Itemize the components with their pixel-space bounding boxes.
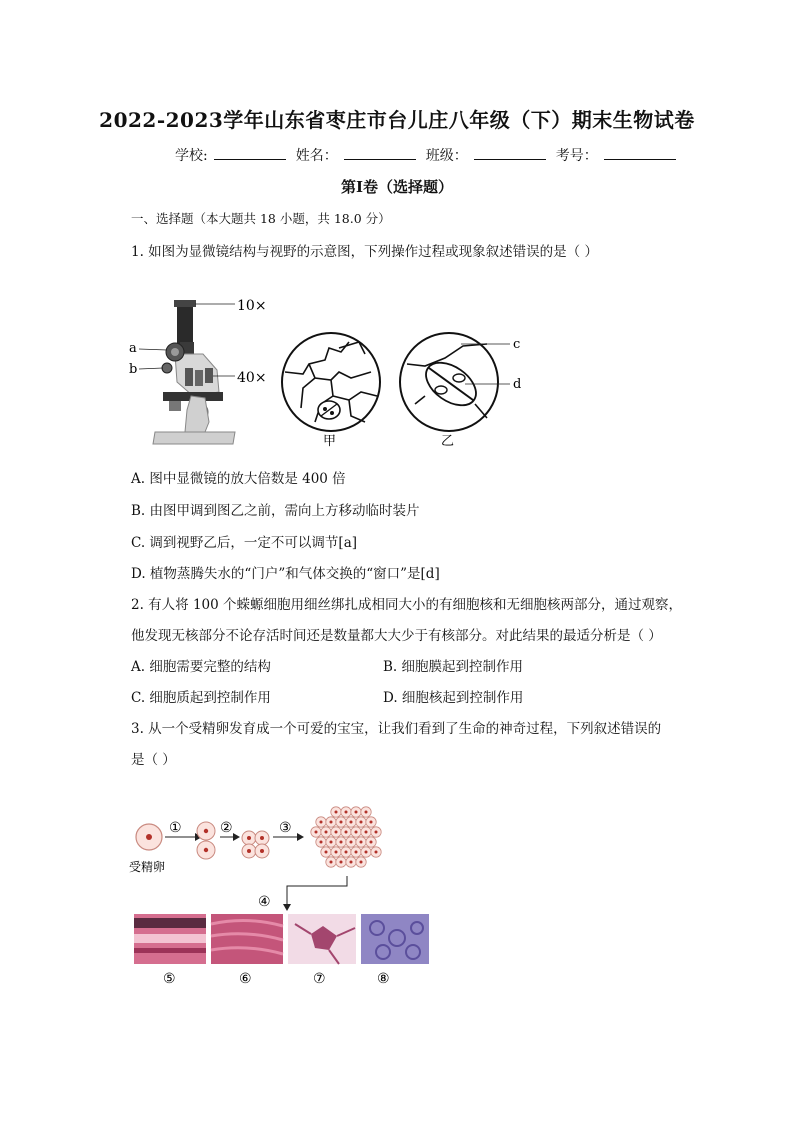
cluster-cell-nucleus [375, 831, 378, 834]
microscope-drawing [153, 300, 235, 444]
cluster-cell-nucleus [320, 841, 323, 844]
label-yi: 乙 [441, 434, 455, 449]
cluster-cell-nucleus [355, 831, 358, 834]
name-label: 姓名： [295, 148, 338, 164]
q1-option-d[interactable]: D. 植物蒸腾失水的“门户”和气体交换的“窗口”是[d] [131, 566, 440, 582]
section-title: 第Ⅰ卷（选择题） [340, 178, 454, 196]
class-label: 班级： [425, 148, 468, 164]
cluster-cell-nucleus [365, 851, 368, 854]
cell-cluster [311, 807, 381, 867]
q2-stem-line1: 2. 有人将 100 个蝾螈细胞用细丝绑扎成相同大小的有细胞核和无细胞核两部分，通过观察， [131, 597, 683, 613]
cluster-cell-nucleus [370, 841, 373, 844]
student-info-row [175, 145, 682, 165]
step1-label: ① [169, 820, 182, 836]
cluster-cell-nucleus [375, 851, 378, 854]
q2-option-b[interactable]: B. 细胞膜起到控制作用 [383, 659, 524, 675]
label-c: c [513, 337, 521, 352]
number-blank[interactable] [604, 145, 676, 160]
school-blank[interactable] [214, 145, 286, 160]
cluster-cell-nucleus [330, 821, 333, 824]
cluster-cell-nucleus [345, 811, 348, 814]
cluster-cell-nucleus [340, 821, 343, 824]
cluster-cell-nucleus [360, 841, 363, 844]
cluster-cell-nucleus [325, 851, 328, 854]
q2-option-c[interactable]: C. 细胞质起到控制作用 [131, 690, 271, 706]
cluster-cell-nucleus [345, 851, 348, 854]
tissue7-label: ⑦ [313, 971, 326, 987]
cluster-cell-nucleus [340, 861, 343, 864]
q1-option-b[interactable]: B. 由图甲调到图乙之前，需向上方移动临时装片 [131, 503, 420, 519]
cluster-cell-nucleus [360, 821, 363, 824]
part-heading: 一、选择题（本大题共 18 小题，共 18.0 分） [131, 211, 391, 226]
cluster-cell-nucleus [365, 831, 368, 834]
zygote-label: 受精卵 [129, 860, 166, 874]
cluster-cell-nucleus [330, 841, 333, 844]
q3-stem-line2: 是（ ） [131, 752, 176, 768]
q1-option-c[interactable]: C. 调到视野乙后，一定不可以调节[a] [131, 535, 358, 551]
tissue-image-7 [288, 914, 356, 964]
q2-option-d[interactable]: D. 细胞核起到控制作用 [383, 690, 524, 706]
cluster-cell-nucleus [360, 861, 363, 864]
school-label: 学校: [175, 148, 208, 164]
tissue-image-5 [134, 914, 206, 964]
tissue-image-8 [361, 914, 429, 964]
q3-stem-line1: 3. 从一个受精卵发育成一个可爱的宝宝，让我们看到了生命的神奇过程，下列叙述错误的 [131, 721, 662, 737]
q1-stem: 1. 如图为显微镜结构与视野的示意图，下列操作过程或现象叙述错误的是（ ） [131, 244, 598, 260]
class-blank[interactable] [474, 145, 546, 160]
label-a: a [129, 341, 137, 356]
cluster-cell-nucleus [330, 861, 333, 864]
cluster-cell-nucleus [335, 831, 338, 834]
cluster-cell-nucleus [345, 831, 348, 834]
cell-division-figure [125, 800, 445, 990]
step4-label: ④ [258, 894, 271, 910]
label-jia: 甲 [323, 434, 337, 449]
tissue5-label: ⑤ [163, 971, 176, 987]
q1-option-a[interactable]: A. 图中显微镜的放大倍数是 400 倍 [131, 471, 346, 487]
microscope-figure [125, 292, 535, 452]
cluster-cell-nucleus [325, 831, 328, 834]
number-label: 考号： [555, 148, 598, 164]
cluster-cell-nucleus [335, 811, 338, 814]
label-40x: 40× [237, 370, 267, 386]
label-10x: 10× [237, 298, 267, 314]
cluster-cell-nucleus [350, 821, 353, 824]
cluster-cell-nucleus [335, 851, 338, 854]
cluster-cell-nucleus [320, 821, 323, 824]
cluster-cell-nucleus [340, 841, 343, 844]
cluster-cell-nucleus [315, 831, 318, 834]
cluster-cell-nucleus [350, 841, 353, 844]
exam-title: 2022-2023学年山东省枣庄市台儿庄八年级（下）期末生物试卷 [99, 108, 695, 132]
field-of-view-jia [282, 333, 380, 431]
tissue6-label: ⑥ [239, 971, 252, 987]
cluster-cell-nucleus [355, 851, 358, 854]
cluster-cell-nucleus [370, 821, 373, 824]
tissue-image-6 [211, 914, 283, 964]
cluster-cell-nucleus [355, 811, 358, 814]
cluster-cell-nucleus [365, 811, 368, 814]
q2-stem-line2: 他发现无核部分不论存活时间还是数量都大大少于有核部分。对此结果的最适分析是（ ） [131, 628, 662, 644]
step2-label: ② [220, 820, 233, 836]
field-of-view-yi [400, 333, 498, 431]
cluster-cell-nucleus [350, 861, 353, 864]
step3-label: ③ [279, 820, 292, 836]
q2-option-a[interactable]: A. 细胞需要完整的结构 [131, 659, 271, 675]
tissue8-label: ⑧ [377, 971, 390, 987]
label-b: b [129, 362, 138, 377]
label-d: d [513, 377, 522, 392]
name-blank[interactable] [344, 145, 416, 160]
